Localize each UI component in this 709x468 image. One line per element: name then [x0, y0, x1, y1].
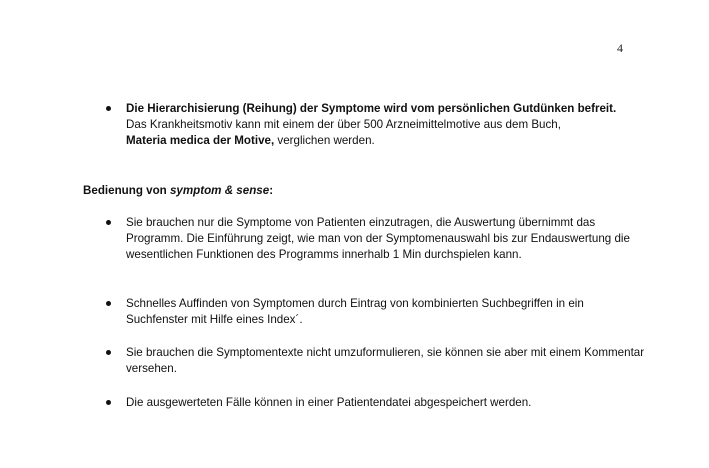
- bullet-dot-icon: [106, 301, 111, 306]
- section-heading: [83, 183, 643, 199]
- bullet-dot-icon: [106, 350, 111, 355]
- intro-bullet-text: [126, 101, 646, 150]
- list-item-text: Schnelles Auffinden von Symptomen durch Eintrag von kombinierten Suchbegriffen in ein Suchfenster mit Hilfe eines Index´.: [126, 297, 584, 327]
- intro-bold-lead: Die Hierarchisierung (Reihung) der Symptome wird vom persönlichen Gutdünken befreit.: [126, 102, 617, 115]
- bullet-dot-icon: [106, 106, 111, 111]
- bullet-dot-icon: [106, 400, 111, 405]
- list-item-text: Sie brauchen nur die Symptome von Patienten einzutragen, die Auswertung übernimmt das Programm. Die Einführung zeigt, wie man von der Symptomenauswahl bis zur Endauswertung die wesentlichen Funktionen des Programms innerhalb 1 Min durchspielen kann.: [126, 216, 630, 262]
- page-number: 4: [617, 41, 623, 55]
- list-item: [106, 395, 646, 411]
- intro-bullet-item: [106, 101, 646, 150]
- list-item-text: Die ausgewerteten Fälle können in einer Patientendatei abgespeichert werden.: [126, 396, 532, 409]
- heading-suffix: :: [269, 184, 274, 197]
- heading-program-name: symptom & sense: [169, 184, 270, 197]
- intro-tail-text: verglichen werden.: [274, 134, 375, 148]
- list-item-text: Sie brauchen die Symptomentexte nicht umzuformulieren, sie können sie aber mit einem Kommentar versehen.: [126, 346, 645, 376]
- materia-medica-title: Materia medica der Motive,: [126, 134, 275, 148]
- list-item: [106, 345, 646, 377]
- bullet-dot-icon: [106, 220, 111, 225]
- list-item: [106, 296, 646, 328]
- heading-prefix: Bedienung von: [83, 184, 170, 197]
- intro-line-text: Das Krankheitsmotiv kann mit einem der über 500 Arzneimittelmotive aus dem Buch,: [126, 118, 561, 132]
- list-item: [106, 215, 646, 264]
